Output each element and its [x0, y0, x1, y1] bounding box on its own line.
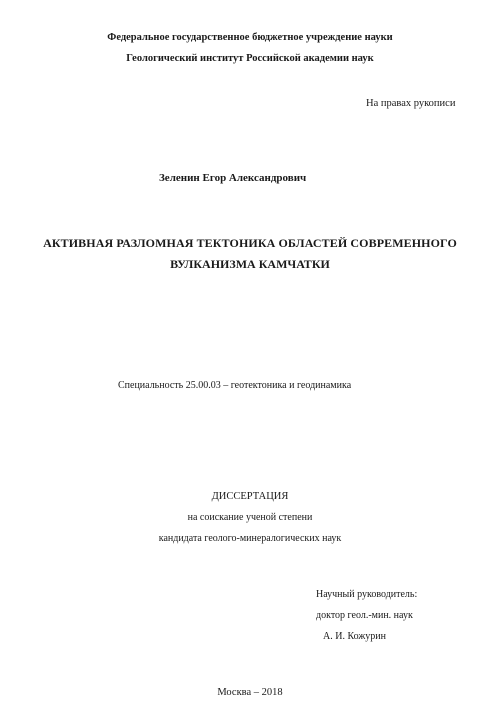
author-name: Зеленин Егор Александрович: [159, 172, 307, 184]
organization-line-2: Геологический институт Российской академии наук: [126, 53, 374, 64]
supervisor-role: Научный руководитель:: [316, 589, 418, 600]
degree-line-2: кандидата геолого-минералогических наук: [158, 533, 342, 544]
specialty-line: Специальность 25.00.03 – геотектоника и геодинамика: [118, 380, 352, 391]
dissertation-label: ДИССЕРТАЦИЯ: [211, 491, 289, 502]
rights-note: На правах рукописи: [366, 98, 456, 109]
title-line-2: ВУЛКАНИЗМА КАМЧАТКИ: [170, 257, 330, 271]
organization-line-1: Федеральное государственное бюджетное учреждение науки: [107, 32, 393, 43]
supervisor-name: А. И. Кожурин: [323, 631, 386, 642]
title-line-1: АКТИВНАЯ РАЗЛОМНАЯ ТЕКТОНИКА ОБЛАСТЕЙ СОВРЕМЕННОГО: [43, 236, 457, 250]
degree-line-1: на соискание ученой степени: [187, 512, 313, 523]
supervisor-degree: доктор геол.-мин. наук: [316, 610, 413, 621]
city-year: Москва – 2018: [217, 687, 283, 698]
